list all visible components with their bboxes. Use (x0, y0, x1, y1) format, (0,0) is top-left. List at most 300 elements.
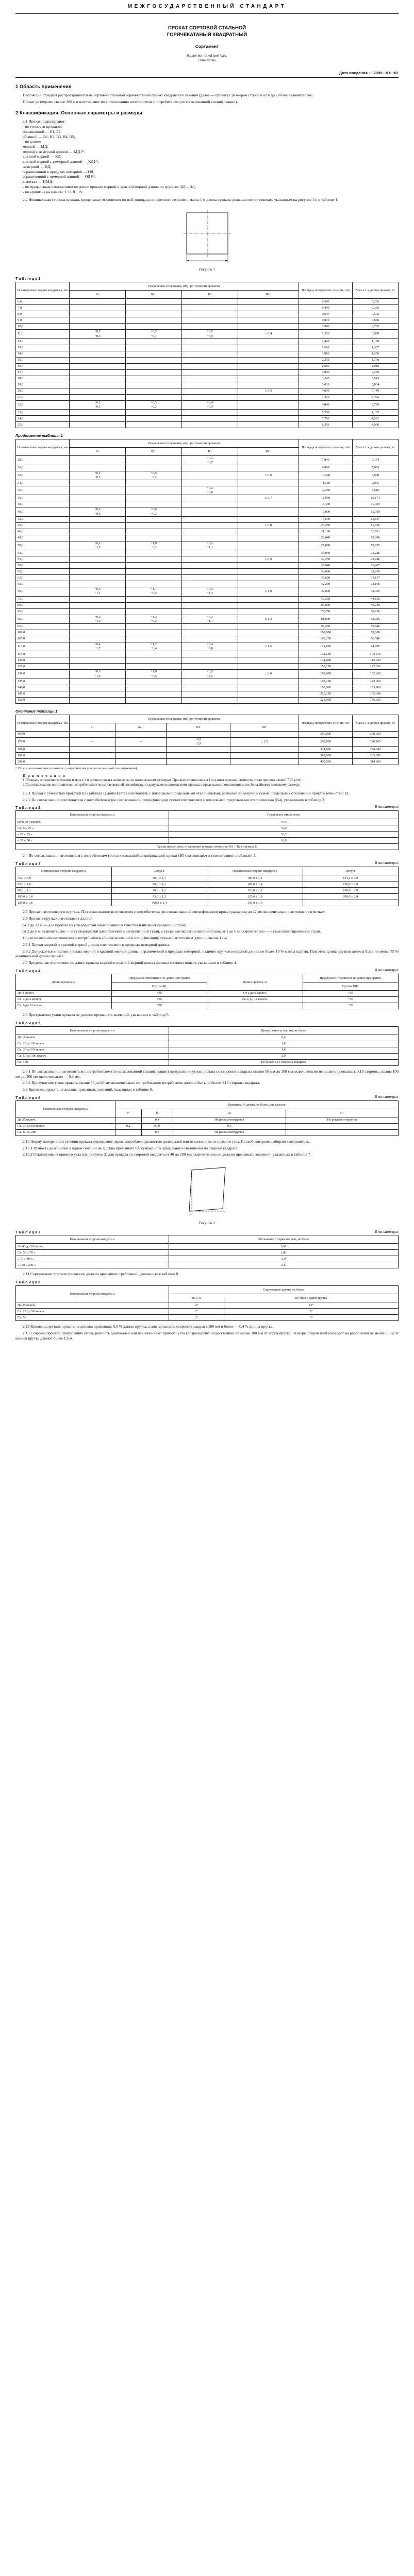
col-twist-per-m: на 1 м (169, 1294, 224, 1302)
table-cell: 283,385 (352, 753, 398, 759)
table-cell (69, 747, 115, 753)
table-cell (115, 1117, 141, 1123)
text-line: ограниченной с немерной длиной — ОД1¹⁾; (23, 174, 96, 179)
table-cell: 130,0 ± 1,9 (207, 900, 303, 906)
table-cell (182, 338, 238, 345)
table-cell: +70 (111, 1003, 207, 1009)
table-cell (125, 480, 181, 486)
table-cell (69, 651, 125, 657)
table-cell: 80,0 (16, 602, 70, 608)
table-cell: 85,0 (16, 608, 70, 615)
table-row (16, 541, 399, 550)
table-cell: 12,250 (299, 486, 353, 495)
table-row (16, 1256, 399, 1262)
table-cell: 11,560 (299, 480, 353, 486)
table-cell: 28,0 (16, 456, 70, 465)
table-cell (238, 507, 299, 516)
col-tolerance: Допуск (303, 867, 399, 875)
col-length: Длина проката, м (207, 974, 303, 990)
table-cell (182, 369, 238, 376)
col-v1: В1 (182, 448, 238, 456)
table-cell (69, 305, 125, 311)
table-row (16, 753, 399, 759)
table-cell (69, 623, 125, 630)
table-cell: 7,065 (352, 465, 398, 471)
table-row (16, 819, 399, 825)
col-side: Номинальная сторона квадрата а (16, 1235, 169, 1244)
table-cell: 113,040 (352, 657, 398, 664)
clause-2-8: 2.8 Притупление углов проката не должно превышать значений, указанных в таблице 5. (23, 1012, 170, 1017)
table-cell: +0,2 −1,1 (182, 541, 238, 550)
table-row (16, 875, 399, 882)
table-cell: 42,0 (16, 516, 70, 522)
text-line: 2.8.1 По согласованию изготовителя с потребителем (по согласованной спецификации) притупление углов проката со стороной квадрата свыше 50 мм до 100 мм включительно не должно превышать 0,15 стороны, свыше 100 мм до 200 мм включительно — 0,4 мм. (15, 1069, 399, 1079)
table-cell: От 2 до 6 включ. (207, 990, 303, 996)
table-cell (125, 465, 181, 471)
table-cell: 36,000 (299, 569, 353, 575)
table-row (16, 1047, 399, 1053)
table-cell: 17,0 (16, 369, 70, 376)
table-cell: +0,2 −0,3 (69, 400, 125, 409)
table-row (16, 1123, 399, 1129)
table-cell: 200,0 ± 2,8 (303, 894, 399, 900)
title-line-1: ПРОКАТ СОРТОВОЙ СТАЛЬНОЙ (168, 25, 246, 31)
table-cell: 145,0 (16, 691, 70, 697)
table-cell: 30,0 (16, 465, 70, 471)
text-line: немерной — НД; (23, 164, 52, 169)
table-cell (69, 394, 125, 400)
table-cell: 0,636 (352, 317, 398, 324)
table-cell: 100,000 (299, 630, 353, 636)
table-cell (238, 697, 299, 703)
table-cell: 1,690 (299, 345, 353, 351)
table-cell: 132,250 (299, 651, 353, 657)
table-note: Сумма предельных отклонений проката точностью В1 + В2 (таблица 1) (16, 844, 399, 850)
table-cell: « 70 « 100 « (16, 1256, 169, 1262)
table-cell (115, 747, 167, 753)
table-cell: 140,0 (16, 685, 70, 691)
text-line: 2.10 Форму поперечного сечения проката определяют двумя способами: разностью диагоналей или отклонением от прямого угла. Способ контроля выбирает изготовитель. (23, 1139, 310, 1144)
text-line: кратной мерной — КД; (23, 154, 62, 159)
table-row (16, 400, 399, 409)
table-cell (69, 369, 125, 376)
table-row (16, 522, 399, 529)
table-cell (69, 522, 125, 529)
table-note-row (16, 844, 399, 850)
table-cell: 1,000 (299, 324, 353, 330)
col-v2: В2¹⁾ (238, 448, 299, 456)
col-b2: Б2¹⁾ (125, 291, 181, 299)
table-cell: 150,0 (16, 697, 70, 703)
table-cell: +0,5 −2,9 (167, 737, 230, 746)
table-cell (125, 351, 181, 357)
text-line: ограниченной в пределах немерной — ОД; (23, 169, 95, 174)
table-cell (69, 581, 125, 587)
table-cell: Св. 10 до 30 включ. (16, 1041, 169, 1047)
col-twist: Скручивание прутка, не более (169, 1286, 398, 1294)
table-cell: 400,000 (299, 759, 353, 765)
col-b1: Б1 (69, 291, 125, 299)
table-cell: +1,9 −0,5 (125, 670, 181, 679)
table-cell: 0,360 (299, 299, 353, 305)
table-cell: 33,166 (352, 581, 398, 587)
table-cell: 21,0 (16, 394, 70, 400)
table-cell (125, 651, 181, 657)
table-row (16, 670, 399, 679)
table-cell: +1,1 −0,3 (125, 587, 181, 596)
col-side: Номинальная сторона квадрата а (16, 1026, 169, 1035)
table-cell (182, 608, 238, 615)
table-cell: ± 0,7 (238, 495, 299, 501)
table-cell (182, 691, 238, 697)
table-cell (238, 317, 299, 324)
table-cell (238, 608, 299, 615)
text-line: 2.10.1 Разность диагоналей в одном сечении не должна превышать 0,6 суммарного предельного отклонения по стороне квадрата. (23, 1145, 239, 1150)
table-row (16, 900, 399, 906)
table-cell: 46,0 (16, 529, 70, 535)
col-twist-total: по общей длине прутка (224, 1294, 399, 1302)
text-line: 2.8.2 Притупление углов проката свыше 30 до 60 мм включительно по требованию потребителя должно быть не более 0,15 стороны квадрата. (23, 1080, 260, 1086)
table-row (16, 581, 399, 587)
table-row (16, 838, 399, 844)
table-1-continuation-title: Продолжение таблицы 1 (15, 433, 63, 438)
table-3 (15, 867, 399, 906)
table-cell (125, 623, 181, 630)
table-cell: 19,0 (16, 382, 70, 388)
table-row (16, 351, 399, 357)
text-line: 2.1 Прокат подразделяют: (23, 119, 66, 124)
table-cell (182, 507, 238, 516)
table-cell: 3,799 (352, 400, 398, 409)
col-angle: Отклонение от прямого угла, не более (169, 1235, 398, 1244)
table-cell (182, 382, 238, 388)
table-cell: +0,1 −0,3 (69, 330, 125, 338)
table-row (16, 1262, 399, 1268)
table-row (16, 642, 399, 651)
table-cell (69, 596, 125, 602)
table-cell (125, 685, 181, 691)
text-line: По согласованию изготовителя с потребителем (по согласованной спецификации) прокат изготовляют длиной свыше 12 м. (23, 936, 228, 941)
table-cell: 160,0 (16, 731, 70, 737)
table-cell (125, 376, 181, 382)
col-side: Номинальная сторона квадрата а, мм (16, 715, 70, 731)
table-cell: 12,0 (16, 338, 70, 345)
table-cell: 9,000 (299, 465, 353, 471)
table-cell: 125,0 ± 1,8 (207, 894, 303, 900)
table-3-units: В миллиметрах (374, 861, 399, 866)
table-cell: 21,160 (299, 529, 353, 535)
table-cell (115, 731, 167, 737)
table-cell: 0,502 (352, 311, 398, 317)
table-cell: 50,240 (352, 602, 398, 608)
table-row (16, 697, 399, 703)
table-cell: 70,846 (352, 623, 398, 630)
table-cell: 150,0 ± 2,0 (303, 882, 399, 888)
table-cell: До 4 включ. (16, 990, 112, 996)
table-row (16, 394, 399, 400)
table-cell: 9,616 (352, 486, 398, 495)
table-cell (238, 651, 299, 657)
table-cell: 200,960 (352, 731, 398, 737)
table-cell: 190,0 (16, 753, 70, 759)
col-side: Номинальная сторона квадрата а (16, 1100, 115, 1117)
table-cell: 5,760 (299, 416, 353, 422)
table-cell (182, 679, 238, 685)
table-cell (125, 486, 181, 495)
table-cell (182, 516, 238, 522)
table-cell: 19,625 (352, 541, 398, 550)
table-row (16, 507, 399, 516)
square-section-drawing (179, 208, 236, 265)
col-deviation: Предельное отклонение по длине при группе (111, 974, 207, 982)
text-line: от 2 до 12 м — для проката из углеродистой обыкновенного качества и низколегированной стали; (23, 922, 186, 927)
table-row (16, 357, 399, 363)
table-cell (69, 363, 125, 369)
table-cell: 3,610 (299, 382, 353, 388)
col-side: Номинальная сторона квадрата а (16, 1286, 169, 1302)
table-cell: 226,865 (352, 737, 398, 746)
table-row (16, 1053, 399, 1059)
col-side: Номинальная сторона квадрата а, мм (16, 282, 70, 299)
table-row (16, 486, 399, 495)
table-8-title: Т а б л и ц а 8 (15, 1280, 41, 1285)
text-line: 2.12 Кривизна прутков проката не должна превышать 0,5 % длины прутка, а для проката со стороной квадрата 100 мм и более — 0,4 % длины прутка. (23, 1324, 274, 1329)
col-length: Длина проката, м (16, 974, 112, 990)
table-cell: ± 0,9 (238, 556, 299, 563)
clauses-2-12-2-13 (15, 1324, 399, 1341)
table-cell (125, 317, 181, 324)
table-cell: 13,0 (16, 345, 70, 351)
table-1-footnote: ¹⁾ По согласованию изготовителя с потребителем (по согласованной спецификации). (15, 767, 138, 771)
table-cell: 10,0 (16, 324, 70, 330)
table-cell: 1,6 (169, 1047, 398, 1053)
col-b2: Б2¹⁾ (115, 723, 167, 731)
table-cell (182, 569, 238, 575)
table-cell (230, 753, 299, 759)
table-cell (238, 563, 299, 569)
table-cell: 56,250 (299, 596, 353, 602)
table-cell (69, 731, 115, 737)
table-row (16, 388, 399, 394)
table-cell: 0,4 (141, 1117, 173, 1123)
table-cell (238, 400, 299, 409)
table-cell: 256,000 (299, 731, 353, 737)
table-cell (125, 608, 181, 615)
table-cell (69, 569, 125, 575)
table-cell (238, 486, 299, 495)
table-cell: +50 (303, 996, 399, 1003)
table-cell (125, 596, 181, 602)
table-cell (238, 338, 299, 345)
table-cell: 2,250 (299, 357, 353, 363)
table-cell: +1,3 −0,3 (125, 615, 181, 623)
table-cell (69, 759, 115, 765)
table-cell (125, 416, 181, 422)
table-cell: 170,0 (16, 737, 70, 746)
table-row (16, 630, 399, 636)
title-line-2: ГОРЯЧЕКАТАНЫЙ КВАДРАТНЫЙ (167, 31, 247, 38)
table-cell: 125,0 ± 1,8 (16, 900, 112, 906)
table-cell (238, 305, 299, 311)
table-cell (125, 535, 181, 541)
table-cell: +0,2 −0,6 (69, 507, 125, 516)
table-1-notes (15, 774, 399, 788)
table-cell (69, 575, 125, 581)
clause-2-4: 2.4 По согласованию изготовителя с потребителем (по согласованной спецификации) прокат (В5) изготовляют в соответствии с таблицей 3. (23, 853, 257, 858)
table-cell: +70 (303, 1003, 399, 1009)
table-cell (182, 351, 238, 357)
table-cell (238, 602, 299, 608)
table-cell (125, 691, 181, 697)
table-cell: +0,2 −0,8 (182, 486, 238, 495)
table-cell: 22,0 (16, 400, 70, 409)
table-cell: 14,440 (299, 501, 353, 507)
table-cell: 4,906 (352, 422, 398, 428)
table-row (16, 550, 399, 556)
section-1-paragraph: Настоящий стандарт распространяется на сортовой стальной горячекатаный прокат квадратного сечения (далее — прокат) с размером стороны от 6 до 200 мм включительно. (23, 92, 313, 97)
classification-list (15, 119, 399, 194)
col-tolerance: Допуск (111, 867, 207, 875)
table-cell (238, 501, 299, 507)
table-cell: 42,250 (299, 581, 353, 587)
table-cell: 45,0 (16, 522, 70, 529)
table-cell (115, 759, 167, 765)
table-cell (69, 324, 125, 330)
table-cell (125, 529, 181, 535)
table-row (16, 471, 399, 480)
table-cell: « 100 « 200 « (16, 1262, 169, 1268)
table-cell: 4,410 (299, 394, 353, 400)
table-row (16, 299, 399, 305)
table-cell: 160,0 ± 2,0 (303, 888, 399, 894)
table-cell (238, 422, 299, 428)
table-cell: 0,2 (115, 1123, 141, 1129)
table-row (16, 480, 399, 486)
table-cell: 110,250 (299, 636, 353, 642)
table-cell: 18,086 (352, 535, 398, 541)
table-cell: 2,010 (352, 363, 398, 369)
table-cell: 50,0 ± 1,1 (111, 875, 207, 882)
table-row (16, 691, 399, 697)
table-cell (69, 556, 125, 563)
table-cell: 85,0 ± 1,0 (16, 882, 112, 888)
table-cell: 18,0 (16, 376, 70, 382)
table-row (16, 737, 399, 746)
table-cell (286, 1123, 398, 1129)
table-cell: +0,8 (169, 838, 398, 844)
text-line: мерной с немерной длиной — МД1¹⁾; (23, 149, 86, 154)
table-cell (69, 416, 125, 422)
table-row (16, 587, 399, 596)
table-row (16, 465, 399, 471)
table-cell: 12,560 (352, 507, 398, 516)
figure-1-caption: Рисунок 1 (199, 267, 215, 272)
table-cell (182, 357, 238, 363)
table-cell: ± 0,8 (238, 522, 299, 529)
clause-2-2-2: 2.2.2 По согласованию изготовителя с потребителем (по согласованной спецификации) прокат изготовляют с плюсовыми предельными отклонениями (В4), указанными в таблице 2. (23, 797, 325, 802)
table-cell: 100,0 ± 1,4 (207, 875, 303, 882)
table-cell (125, 679, 181, 685)
table-cell: 12,960 (299, 495, 353, 501)
table-cell: 40,0 (16, 507, 70, 516)
col-b1: Б1 (69, 448, 125, 456)
table-cell: 2,834 (352, 382, 398, 388)
table-cell: +0,3 −0,1 (125, 330, 181, 338)
table-4 (15, 974, 399, 1009)
table-cell: +0,5 −2,5 (182, 670, 238, 679)
table-cell: Св. 50 до 100 включ. (16, 1053, 169, 1059)
table-cell: « 25 « 35 « (16, 832, 169, 838)
table-cell: 55,0 (16, 556, 70, 563)
table-cell (125, 410, 181, 416)
table-cell (238, 516, 299, 522)
table-cell (238, 376, 299, 382)
table-cell: 2° (169, 1315, 224, 1321)
table-cell: +0,3 −1,1 (69, 587, 125, 596)
table-row (16, 345, 399, 351)
table-row (16, 456, 399, 465)
table-cell: 115,0 (16, 651, 70, 657)
table-cell (238, 311, 299, 317)
table-cell (125, 305, 181, 311)
col-b2: Б2¹⁾ (125, 448, 181, 456)
table-cell: +0,2 −1,0 (69, 541, 125, 550)
table-cell: 60,0 (16, 569, 70, 575)
table-cell (125, 338, 181, 345)
table-cell: 254,340 (352, 747, 398, 753)
text-line: - по точности прокатки: (23, 124, 63, 129)
table-row (16, 996, 399, 1003)
table-cell: 44,156 (352, 596, 398, 602)
table-cell (238, 345, 299, 351)
table-cell (125, 345, 181, 351)
text-line: повышенной — Б1, Б2; (23, 129, 62, 134)
table-cell (125, 357, 181, 363)
col-mass: Масса 1 м длины проката, кг (352, 715, 398, 731)
table-cell: 225,000 (299, 697, 353, 703)
table-cell: 0,785 (352, 324, 398, 330)
table-row (16, 1315, 399, 1321)
table-4-title: Т а б л и ц а 4 (15, 968, 41, 973)
table-cell: 9,075 (352, 480, 398, 486)
table-cell (182, 299, 238, 305)
table-cell: 14,0 (16, 351, 70, 357)
table-cell (182, 563, 238, 569)
col-deviations: Предельные отклонения, мм, при точности прокатки (69, 282, 299, 291)
table-row (16, 825, 399, 832)
col-side: Номинальная сторона квадрата а (16, 867, 112, 875)
table-2 (15, 810, 399, 850)
table-cell: ± 2,5 (230, 737, 299, 746)
table-1-part-3 (15, 715, 399, 765)
table-cell: 6° (224, 1315, 399, 1321)
table-cell: 0,385 (352, 305, 398, 311)
table-cell: 65,0 (16, 581, 70, 587)
clause-2-5: 2.5 Прокат изготовляют в прутках. По согласованию изготовителя с потребителем (по согласованной спецификации) прокат размером до 42 мм включительно изготовляют в мотках. (23, 909, 326, 914)
table-cell (238, 465, 299, 471)
table-cell: 121,000 (299, 642, 353, 651)
table-cell: Св. 6 до 12 включ. (16, 1003, 112, 1009)
table-cell: ± 1,3 (238, 615, 299, 623)
table-5-title: Т а б л и ц а 5 (15, 1020, 41, 1025)
table-cell: Св. 100 (16, 1059, 169, 1065)
table-3-title: Т а б л и ц а 3 (15, 861, 41, 867)
col-mass: Масса 1 м длины проката, кг (352, 439, 398, 456)
table-cell (125, 657, 181, 664)
document-title (15, 25, 399, 39)
table-2-units: В миллиметрах (374, 805, 399, 809)
table-cell (238, 679, 299, 685)
